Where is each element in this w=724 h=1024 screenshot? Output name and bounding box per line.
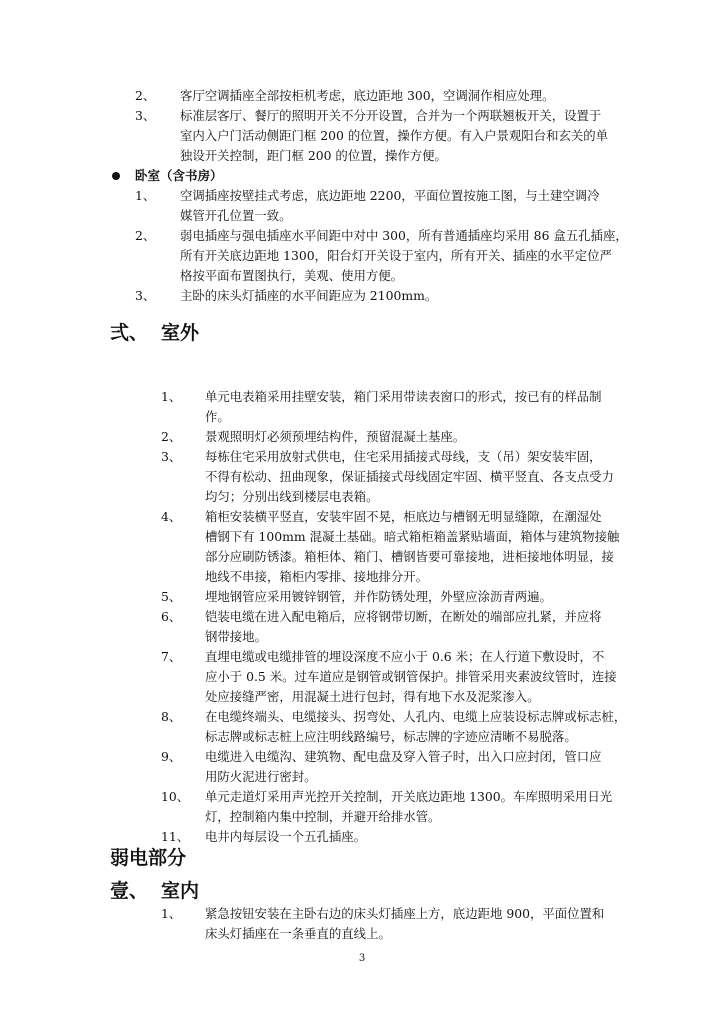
item-text: 作。	[205, 409, 230, 424]
item-text: 每栋住宅采用放射式供电，住宅采用插接式母线，支（吊）架安装牢固，	[205, 449, 602, 464]
indoor-heading-number: 壹、	[110, 880, 149, 902]
outdoor-heading: 室外	[161, 322, 200, 344]
item-number: 4、	[161, 509, 182, 524]
item-number: 7、	[161, 649, 182, 664]
item-text: 单元电表箱采用挂壁安装，箱门采用带读表窗口的形式，按已有的样品制	[205, 389, 602, 404]
item-text: 均匀；分别出线到楼层电表箱。	[205, 489, 379, 504]
item-text: 紧急按钮安装在主卧右边的床头灯插座上方，底边距地 900，平面位置和	[205, 906, 605, 921]
item-number: 3、	[161, 449, 182, 464]
item-text: 埋地钢管应采用镀锌钢管，并作防锈处理，外壁应涂沥青两遍。	[205, 589, 552, 604]
item-number: 1、	[135, 188, 156, 203]
item-number: 5、	[161, 589, 182, 604]
outdoor-heading-number: 弍、	[110, 322, 149, 344]
item-text: 独设开关控制，距门框 200 的位置，操作方便。	[180, 148, 447, 163]
item-text: 客厅空调插座全部按柜机考虑，底边距地 300，空调洞作相应处理。	[180, 88, 555, 103]
item-text: 槽钢下有 100mm 混凝土基础。暗式箱柜箱盖紧贴墙面，箱体与建筑物接触	[205, 529, 620, 544]
page-number: 3	[358, 953, 366, 964]
item-text: 不得有松动、扭曲现象，保证插接式母线固定牢固、横平竖直、各支点受力	[205, 469, 614, 484]
item-number: 11、	[161, 829, 190, 844]
item-number: 1、	[161, 906, 182, 921]
item-text: 室内入户门活动侧距门框 200 的位置，操作方便。有入户景观阳台和玄关的单	[180, 128, 609, 143]
item-text: 单元走道灯采用声光控开关控制，开关底边距地 1300。车库照明采用日光	[205, 789, 613, 804]
item-number: 2、	[135, 228, 156, 243]
item-text: 直埋电缆或电缆排管的埋设深度不应小于 0.6 米；在人行道下敷设时，不	[205, 649, 605, 664]
item-text: 部分应刷防锈漆。箱柜体、箱门、槽钢皆要可靠接地，进柜接地体明显，接	[205, 549, 614, 564]
item-text: 格按平面布置图执行，美观、使用方便。	[180, 268, 404, 283]
item-text: 弱电插座与强电插座水平间距中对中 300，所有普通插座均采用 86 盒五孔插座，	[180, 228, 628, 243]
item-text: 空调插座按壁挂式考虑，底边距地 2200，平面位置按施工图，与土建空调冷	[180, 188, 600, 203]
item-text: 标志牌或标志桩上应注明线路编号，标志牌的字迹应清晰不易脱落。	[205, 729, 577, 744]
bullet-icon	[112, 172, 120, 180]
item-text: 标准层客厅、餐厅的照明开关不分开设置，合并为一个两联翘板开关，设置于	[180, 108, 602, 123]
item-text: 箱柜安装横平竖直，安装牢固不晃，柜底边与槽钢无明显缝隙，在潮湿处	[205, 509, 602, 524]
item-number: 3、	[135, 288, 156, 303]
item-text: 景观照明灯必须预埋结构件，预留混凝土基座。	[205, 429, 466, 444]
item-text: 钢带接地。	[205, 629, 267, 644]
item-number: 2、	[161, 429, 182, 444]
item-number: 2、	[135, 88, 156, 103]
item-number: 8、	[161, 709, 182, 724]
weak-current-heading: 弱电部分	[110, 847, 187, 869]
item-text: 所有开关底边距地 1300，阳台灯开关设于室内，所有开关、插座的水平定位严	[180, 248, 612, 263]
item-text: 电缆进入电缆沟、建筑物、配电盘及穿入管子时，出入口应封闭，管口应	[205, 749, 602, 764]
item-number: 3、	[135, 108, 156, 123]
item-text: 用防火泥进行密封。	[205, 769, 317, 784]
item-text: 主卧的床头灯插座的水平间距应为 2100mm。	[180, 288, 438, 303]
item-text: 媒管开孔位置一致。	[180, 208, 292, 223]
item-text: 铠装电缆在进入配电箱后，应将钢带切断，在断处的端部应扎紧，并应将	[205, 609, 602, 624]
item-text: 在电缆终端头、电缆接头、拐弯处、人孔内、电缆上应装设标志牌或标志桩，	[205, 709, 627, 724]
item-text: 地线不串接，箱柜内零排、接地排分开。	[205, 569, 429, 584]
item-text: 电井内每层设一个五孔插座。	[205, 829, 367, 844]
item-text: 床头灯插座在一条垂直的直线上。	[205, 926, 391, 941]
item-number: 10、	[161, 789, 190, 804]
item-text: 灯，控制箱内集中控制，并避开给排水管。	[205, 809, 441, 824]
item-text: 处应接缝严密，用混凝土进行包封，得有地下水及泥浆渗入。	[205, 689, 540, 704]
bedroom-heading: 卧室（含书房）	[135, 168, 223, 183]
indoor-heading: 室内	[161, 880, 200, 902]
item-text: 应小于 0.5 米。过车道应是钢管或钢管保护。排管采用夹素波纹管时，连接	[205, 669, 617, 684]
item-number: 9、	[161, 749, 182, 764]
item-number: 6、	[161, 609, 182, 624]
item-number: 1、	[161, 389, 182, 404]
